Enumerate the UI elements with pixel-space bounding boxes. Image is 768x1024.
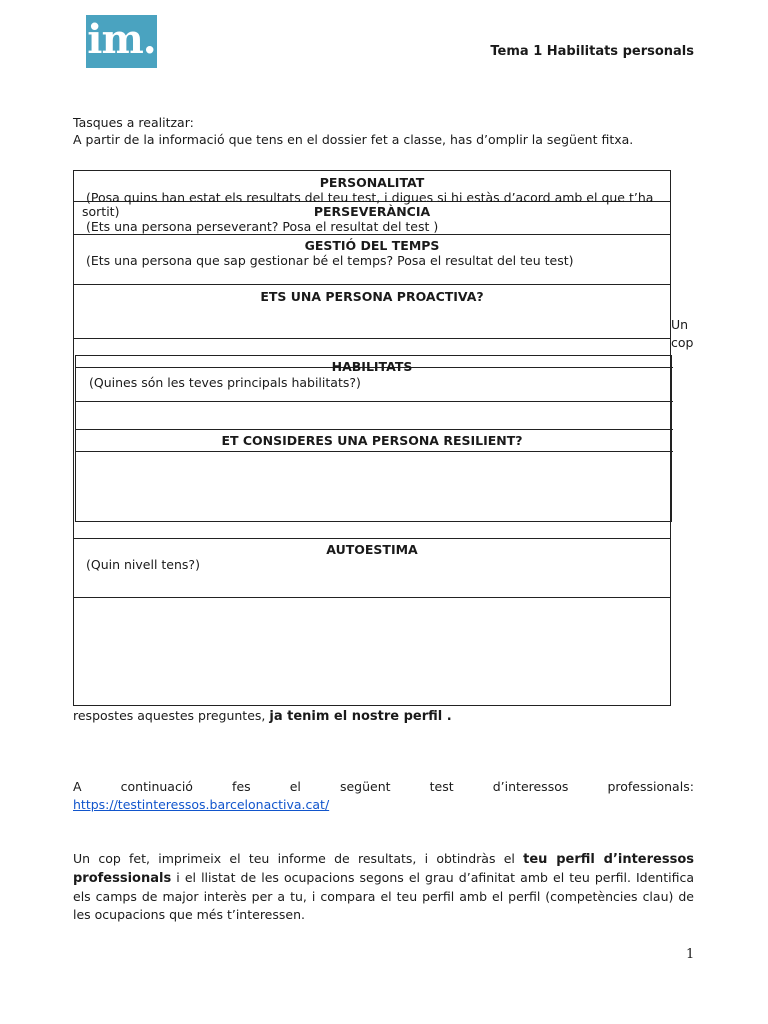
section-title-gestio-temps: GESTIÓ DEL TEMPS [304,238,440,253]
section-title-habilitats: HABILITATS [331,359,413,374]
after-table-text [73,707,694,726]
section-title-resilient: ET CONSIDERES UNA PERSONA RESILIENT? [221,433,523,448]
intro-line-1: Tasques a realitzar: [73,115,194,130]
section-note-personalitat: (Posa quins han estat els resultats del teu test, i digues si hi estàs d’acord amb el que t’ha [86,190,654,205]
section-title-autoestima: AUTOESTIMA [326,542,418,557]
final-paragraph-part-2: i el llistat de les ocupacions segons el grau d’afinitat amb el teu perfil. Identifica els camps de major interès per a tu, i compara el teu perfil amb el perfil (competències clau) de les ocupacions que més t’interessen. [73,870,694,922]
test-word: d’interessos [492,779,569,794]
test-word: A [73,779,82,794]
section-note-autoestima: (Quin nivell tens?) [86,557,200,572]
test-word: fes [232,779,251,794]
section-note-personalitat-cont: sortit) [82,204,120,219]
test-word: continuació [120,779,193,794]
table-divider [73,338,671,339]
intro [73,114,633,148]
side-text-line-1: Un [671,317,689,332]
table-divider [73,597,671,598]
inner-table-divider [75,401,673,402]
table-divider [73,234,671,235]
test-word: test [429,779,454,794]
final-paragraph-part-1: Un cop fet, imprimeix el teu informe de resultats, i obtindràs el [73,851,524,866]
table-border-top [73,170,671,171]
table-border-bottom [73,705,671,706]
after-table-plain: respostes aquestes preguntes, [73,708,270,723]
logo: im. [86,15,157,68]
test-link-line [73,796,694,814]
test-word: professionals: [607,779,694,794]
table-divider [73,538,671,539]
intro-line-2: A partir de la informació que tens en el dossier fet a classe, has d’omplir la següent fitxa. [73,132,634,147]
test-word: següent [339,779,391,794]
after-table-bold: ja tenim el nostre perfil . [269,709,452,724]
section-note-perseverancia: (Ets una persona perseverant? Posa el resultat del test ) [86,219,439,234]
inner-table-divider [75,429,673,430]
final-paragraph-bold: teu perfil d’interessos professionals [73,852,694,886]
section-note-habilitats: (Quines són les teves principals habilitats?) [89,375,361,390]
test-link[interactable]: https://testinteressos.barcelonactiva.cat/ [73,797,330,812]
test-word: el [289,779,301,794]
page-number: 1 [686,947,695,962]
final-paragraph [73,850,694,924]
header-title: Tema 1 Habilitats personals [490,44,694,59]
section-note-gestio-temps: (Ets una persona que sap gestionar bé el temps? Posa el resultat del teu test) [86,253,574,268]
section-title-proactiva: ETS UNA PERSONA PROACTIVA? [260,289,484,304]
table-divider [73,284,671,285]
test-paragraph-line [73,778,694,796]
side-text-line-2: cop [671,335,694,350]
section-title-personalitat: PERSONALITAT [319,175,425,190]
inner-table-divider [75,451,673,452]
section-title-perseverancia: PERSEVERÀNCIA [313,204,431,219]
